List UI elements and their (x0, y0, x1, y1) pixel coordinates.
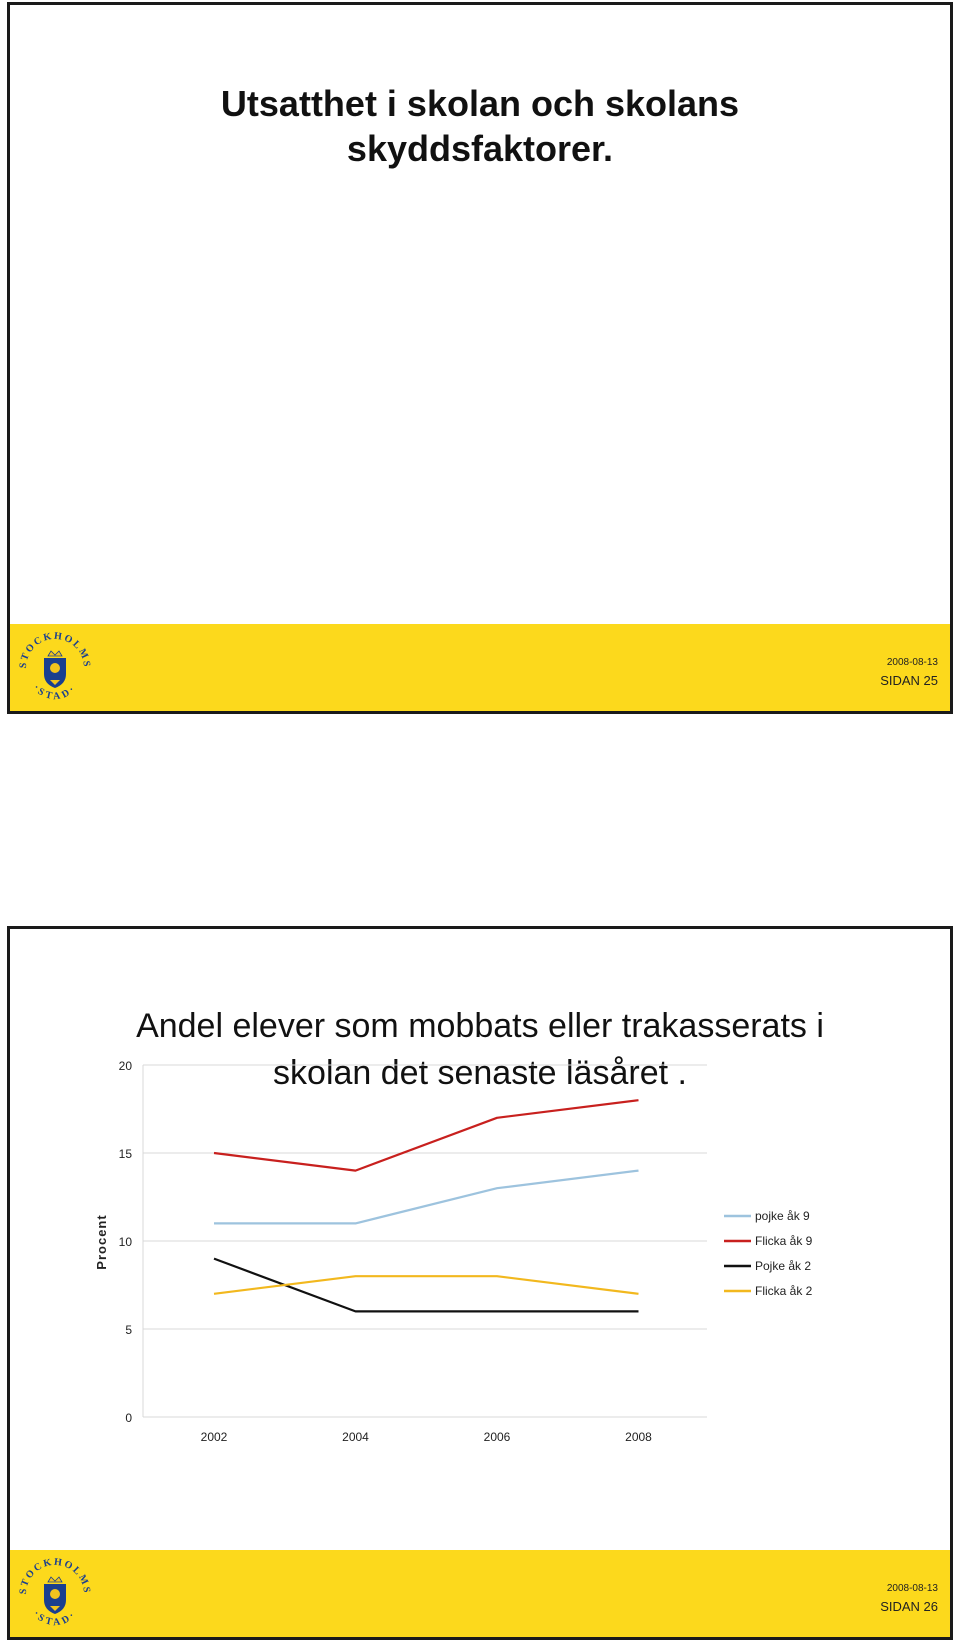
slide-date: 2008-08-13 (886, 1583, 938, 1594)
svg-text:·STAD·: ·STAD· (30, 682, 80, 703)
x-tick-label: 2008 (625, 1430, 652, 1444)
slide-title-line-1: Andel elever som mobbats eller trakasserats i (136, 1007, 824, 1045)
y-tick-label: 10 (118, 1235, 132, 1249)
y-tick-label: 5 (125, 1323, 132, 1337)
page-number: SIDAN 25 (880, 673, 938, 688)
svg-text:STOCKHOLMS: STOCKHOLMS (18, 1556, 92, 1595)
series-line (214, 1171, 639, 1224)
legend-label: Pojke åk 2 (755, 1259, 812, 1273)
series-line (214, 1276, 639, 1294)
slide-date: 2008-08-13 (886, 657, 938, 668)
x-tick-label: 2004 (342, 1430, 369, 1444)
y-tick-label: 0 (125, 1411, 132, 1425)
legend-label: Flicka åk 2 (755, 1284, 813, 1298)
page-number: SIDAN 26 (880, 1599, 938, 1614)
stockholms-stad-logo (18, 628, 92, 708)
stockholms-stad-logo (18, 1554, 92, 1634)
y-tick-label: 15 (118, 1147, 132, 1161)
legend-label: Flicka åk 9 (755, 1234, 813, 1248)
slide-title (10, 81, 950, 171)
slide-title-line-1: Utsatthet i skolan och skolans (220, 83, 740, 124)
series-line (214, 1100, 639, 1170)
slide-25 (7, 2, 953, 714)
line-chart (10, 929, 953, 1549)
x-tick-label: 2002 (200, 1430, 228, 1444)
svg-text:STOCKHOLMS: STOCKHOLMS (18, 630, 92, 669)
slide-title-line-2: skyddsfaktorer. (346, 128, 614, 169)
slide-footer (10, 624, 950, 711)
slide-26 (7, 926, 953, 1640)
slide-title-line-2: skolan det senaste läsåret . (273, 1054, 687, 1092)
legend-label: pojke åk 9 (755, 1209, 810, 1223)
y-axis-title: Procent (94, 1214, 109, 1270)
slide-footer (10, 1550, 950, 1637)
y-tick-label: 20 (118, 1059, 132, 1073)
x-tick-label: 2006 (483, 1430, 511, 1444)
svg-text:·STAD·: ·STAD· (30, 1608, 80, 1629)
